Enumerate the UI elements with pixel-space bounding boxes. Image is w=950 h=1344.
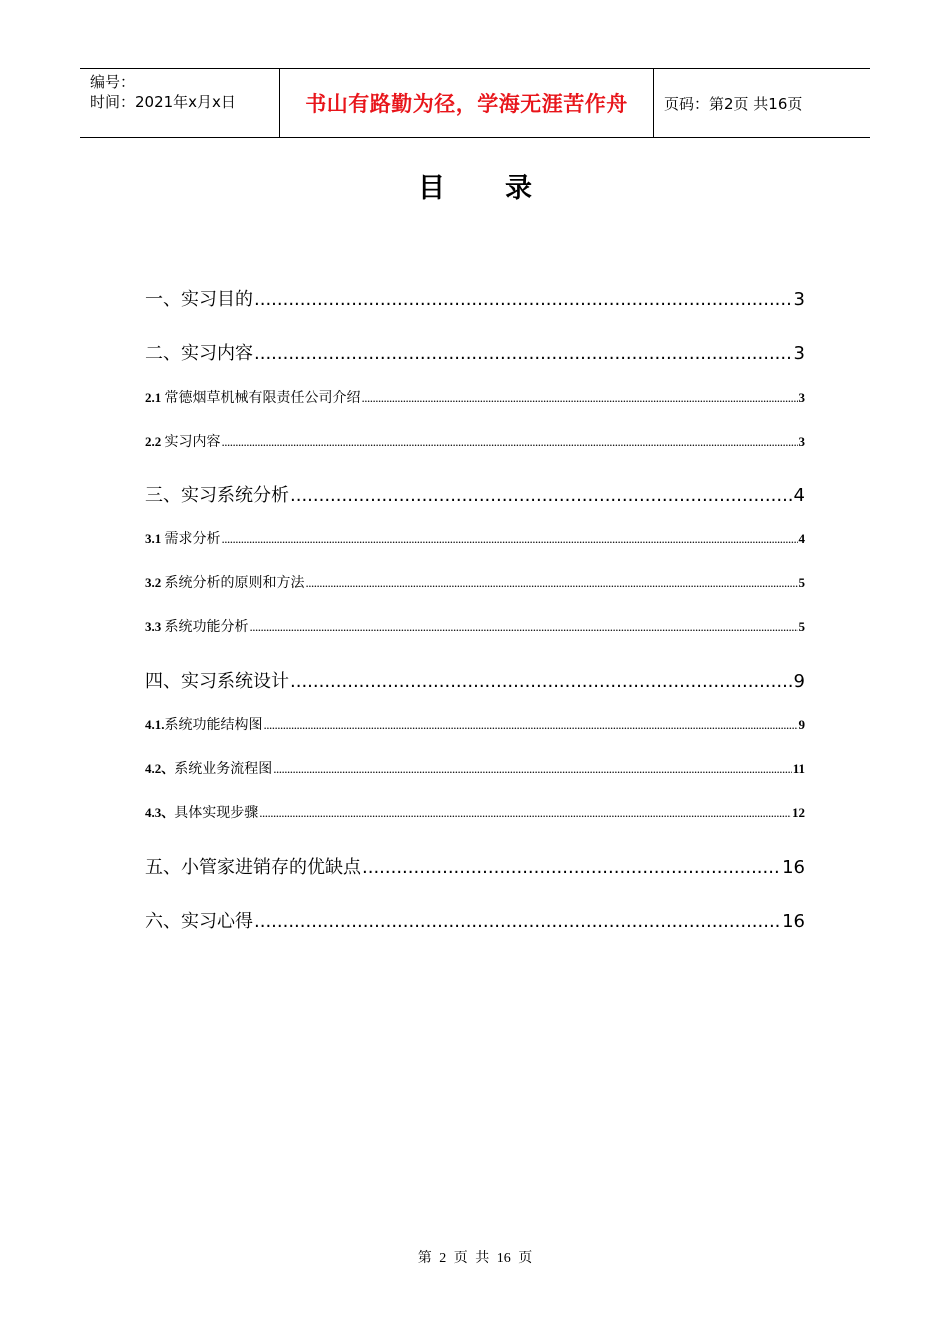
toc-subentry-number: 3.2	[145, 575, 165, 590]
toc-subentry-number: 3.1	[145, 531, 165, 546]
toc-subentry-label: 系统功能结构图	[164, 717, 263, 733]
toc-subentry[interactable]	[145, 387, 805, 407]
toc-entry-label: 四、实习系统设计	[145, 671, 289, 692]
toc-subentry-page: 12	[792, 805, 805, 820]
page-footer: 第 2 页 共 16 页	[417, 1251, 533, 1266]
toc-subentry-number: 4.2、	[145, 761, 175, 776]
toc-subentry-label: 具体实现步骤	[174, 805, 259, 821]
number-label: 编号：	[90, 73, 136, 91]
toc-entry[interactable]	[145, 339, 805, 365]
toc-subentry-label: 实习内容	[164, 434, 221, 450]
toc-entry[interactable]	[145, 481, 805, 507]
toc-subentry-number: 4.3、	[145, 805, 175, 820]
toc-entry[interactable]	[145, 907, 805, 933]
toc-subentry-page: 5	[798, 619, 805, 634]
header-motto: 书山有路勤为径，学海无涯苦作舟	[280, 69, 654, 137]
toc-subentry-page: 11	[792, 761, 805, 776]
toc-subentry-label: 系统分析的原则和方法	[164, 575, 305, 591]
toc-subentry-page: 9	[798, 717, 805, 732]
toc-subentry-label: 需求分析	[164, 531, 221, 547]
toc-entry-page: 16	[782, 911, 805, 932]
toc-subentry-page: 4	[798, 531, 805, 546]
toc-subentry[interactable]	[145, 528, 805, 548]
toc-entry-label: 五、小管家进销存的优缺点	[145, 857, 361, 878]
header-meta	[80, 69, 280, 137]
toc-subentry-label: 常德烟草机械有限责任公司介绍	[164, 390, 361, 406]
toc-subentry-label: 系统业务流程图	[174, 761, 273, 777]
toc-subentry-label: 系统功能分析	[164, 619, 249, 635]
toc-subentry-number: 2.2	[145, 434, 165, 449]
toc-entry-page: 3	[793, 289, 805, 310]
toc-subentry[interactable]	[145, 802, 805, 822]
toc-subentry[interactable]	[145, 714, 805, 734]
toc-subentry-page: 5	[798, 575, 805, 590]
toc-entry-page: 16	[782, 857, 805, 878]
page-header	[80, 68, 870, 138]
toc-subentry-number: 2.1	[145, 390, 165, 405]
toc-subentry-number: 4.1.	[145, 717, 165, 732]
page-title: 目录	[418, 173, 592, 204]
toc-entry-label: 一、实习目的	[145, 289, 253, 310]
toc-subentry-number: 3.3	[145, 619, 165, 634]
header-page-info: 页码：第2页 共16页	[664, 94, 803, 113]
time-label: 时间：2021年x月x日	[90, 93, 236, 111]
toc-entry-page: 4	[793, 485, 805, 506]
toc-entry[interactable]	[145, 853, 805, 879]
toc-subentry-page: 3	[798, 390, 805, 405]
toc-entry[interactable]	[145, 285, 805, 311]
toc-entry[interactable]	[145, 667, 805, 693]
toc-entry-page: 3	[793, 343, 805, 364]
toc-entry-label: 二、实习内容	[145, 343, 253, 364]
toc-subentry[interactable]	[145, 431, 805, 451]
toc-subentry[interactable]	[145, 572, 805, 592]
toc-entry-label: 三、实习系统分析	[145, 485, 289, 506]
toc-subentry[interactable]	[145, 758, 805, 778]
toc-subentry[interactable]	[145, 616, 805, 636]
toc-subentry-page: 3	[798, 434, 805, 449]
toc-entry-label: 六、实习心得	[145, 911, 253, 932]
toc-entry-page: 9	[793, 671, 805, 692]
